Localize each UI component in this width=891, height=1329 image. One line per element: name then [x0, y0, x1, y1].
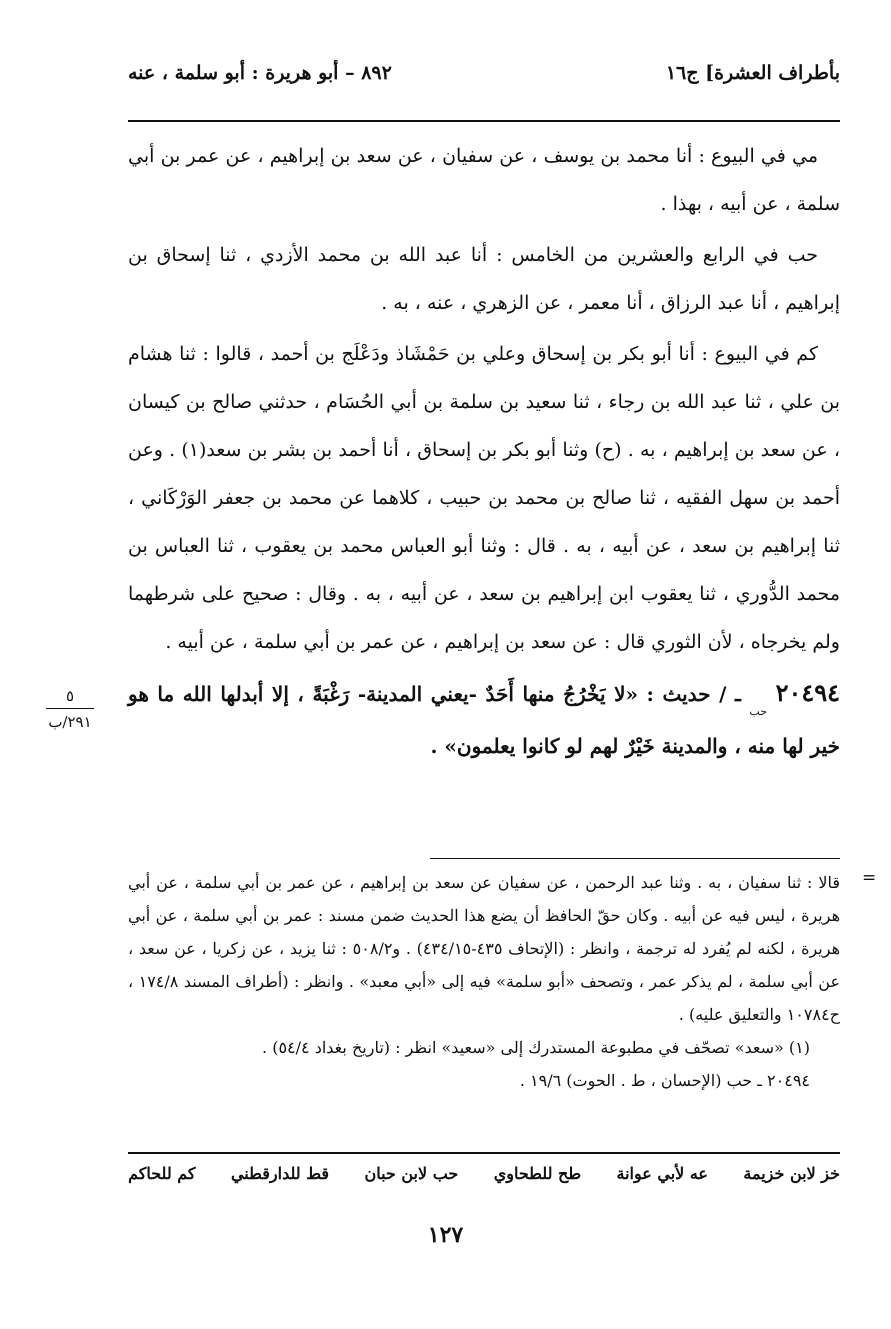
footnote-1: (١) «سعد» تصحّف في مطبوعة المستدرك إلى «سعيد» انظر : (تاريخ بغداد ٥٤/٤) . — [262, 1038, 810, 1057]
manuscript-margin-note — [40, 688, 100, 731]
page-number: ١٢٧ — [427, 1222, 464, 1248]
hadith-entry — [128, 669, 840, 770]
margin-rule — [46, 708, 94, 709]
paragraph-ibn-hibban: حب في الرابع والعشرين من الخامس : أنا عبد الله بن محمد الأزدي ، ثنا إسحاق بن إبراهيم ، أنا عبد الرزاق ، أنا معمر ، عن الزهري ، عنه ، به . — [128, 244, 840, 314]
siglum-th: طح للطحاوي — [493, 1164, 582, 1183]
footnote-rule — [430, 858, 840, 859]
siglum-khz: خز لابن خزيمة — [743, 1164, 840, 1183]
siglum-ah: عه لأبي عوانة — [616, 1164, 708, 1183]
paragraph-darimi: مي في البيوع : أنا محمد بن يوسف ، عن سفيان ، عن سعد بن إبراهيم ، عن عمر بن أبي سلمة ، عن أبيه ، بهذا . — [128, 145, 840, 215]
sigla-legend — [128, 1164, 840, 1198]
running-header — [128, 62, 840, 96]
siglum-qt: قط للدارقطني — [230, 1164, 330, 1183]
siglum-km: كم للحاكم — [128, 1164, 196, 1183]
paragraph-hakim: كم في البيوع : أنا أبو بكر بن إسحاق وعلي بن حَمْشَاذ ودَعْلَج بن أحمد ، قالوا : ثنا هشام بن علي ، ثنا عبد الله بن رجاء ، ثنا سعيد بن سلمة بن أبي الحُسَام ، حدثني صالح بن كيسان ، عن سعد بن إبراهيم ، به . (ح) وثنا أبو بكر بن إسحاق ، أنا أحمد بن بشر بن سعد(١) . وعن أحمد بن سهل الفقيه ، ثنا صالح بن محمد بن حبيب ، كلاهما عن محمد بن جعفر الوَرْكَاني ، ثنا إبراهيم بن سعد ، عن أبيه ، به . قال : وثنا أبو العباس محمد بن يعقوب ، ثنا العباس بن محمد الدُّوري ، ثنا يعقوب ابن إبراهيم بن سعد ، عن أبيه ، به . وقال : صحيح على شرطهما ولم يخرجاه ، لأن الثوري قال : عن سعد بن إبراهيم ، عن عمر بن أبي سلمة ، عن أبيه . — [128, 343, 840, 653]
hadith-text: ـ / حديث : «لا يَخْرُجُ منها أَحَدٌ -يعني المدينة- رَغْبَةً ، إلا أبدلها الله ما هو خير لها منه ، والمدينة خَيْرٌ لهم لو كانوا يعلمون» . — [128, 682, 840, 758]
margin-mark: ٥ — [65, 687, 75, 705]
siglum-hb: حب لابن حبان — [364, 1164, 459, 1183]
header-section: ٨٩٢ – أبو هريرة : أبو سلمة ، عنه — [128, 62, 392, 84]
main-text — [128, 132, 840, 773]
hadith-number: ٢٠٤٩٤ — [775, 678, 841, 707]
hadith-source-code: حب — [749, 705, 767, 718]
header-book-title: بأطراف العشرة] ج١٦ — [665, 62, 840, 84]
manuscript-folio-ref: ٢٩١/ب — [48, 713, 92, 731]
sigla-rule — [128, 1152, 840, 1154]
footnotes — [128, 866, 840, 1097]
footnote-hadith-ref: ٢٠٤٩٤ ـ حب (الإحسان ، ط . الحوت) ١٩/٦ . — [519, 1071, 810, 1090]
footnote-continuation: قالا : ثنا سفيان ، به . وثنا عبد الرحمن ، عن سفيان عن سعد بن إبراهيم ، عن عمر بن أبي سلمة ، عن أبي هريرة ، ليس فيه عن أبيه . وكان حقّ الحافظ أن يضع هذا الحديث ضمن مسند : عمر بن أبي سلمة ، عن أبي هريرة ، لكنه لم يُفرد له ترجمة ، وانظر : (الإتحاف ٤٣٥-٤٣٤/١٥) . و٥٠٨/٢ : ثنا يزيد ، عن زكريا ، عن سعد ، عن أبي سلمة ، لم يذكر عمر ، وتصحف «أبو سلمة» فيه إلى «أبي معبد» . وانظر : (أطراف المسند ١٧٤/٨ ، ح١٠٧٨٤ والتعليق عليه) . — [128, 873, 841, 1024]
header-rule — [128, 120, 840, 122]
footnote-continuation-mark: = — [862, 868, 877, 888]
